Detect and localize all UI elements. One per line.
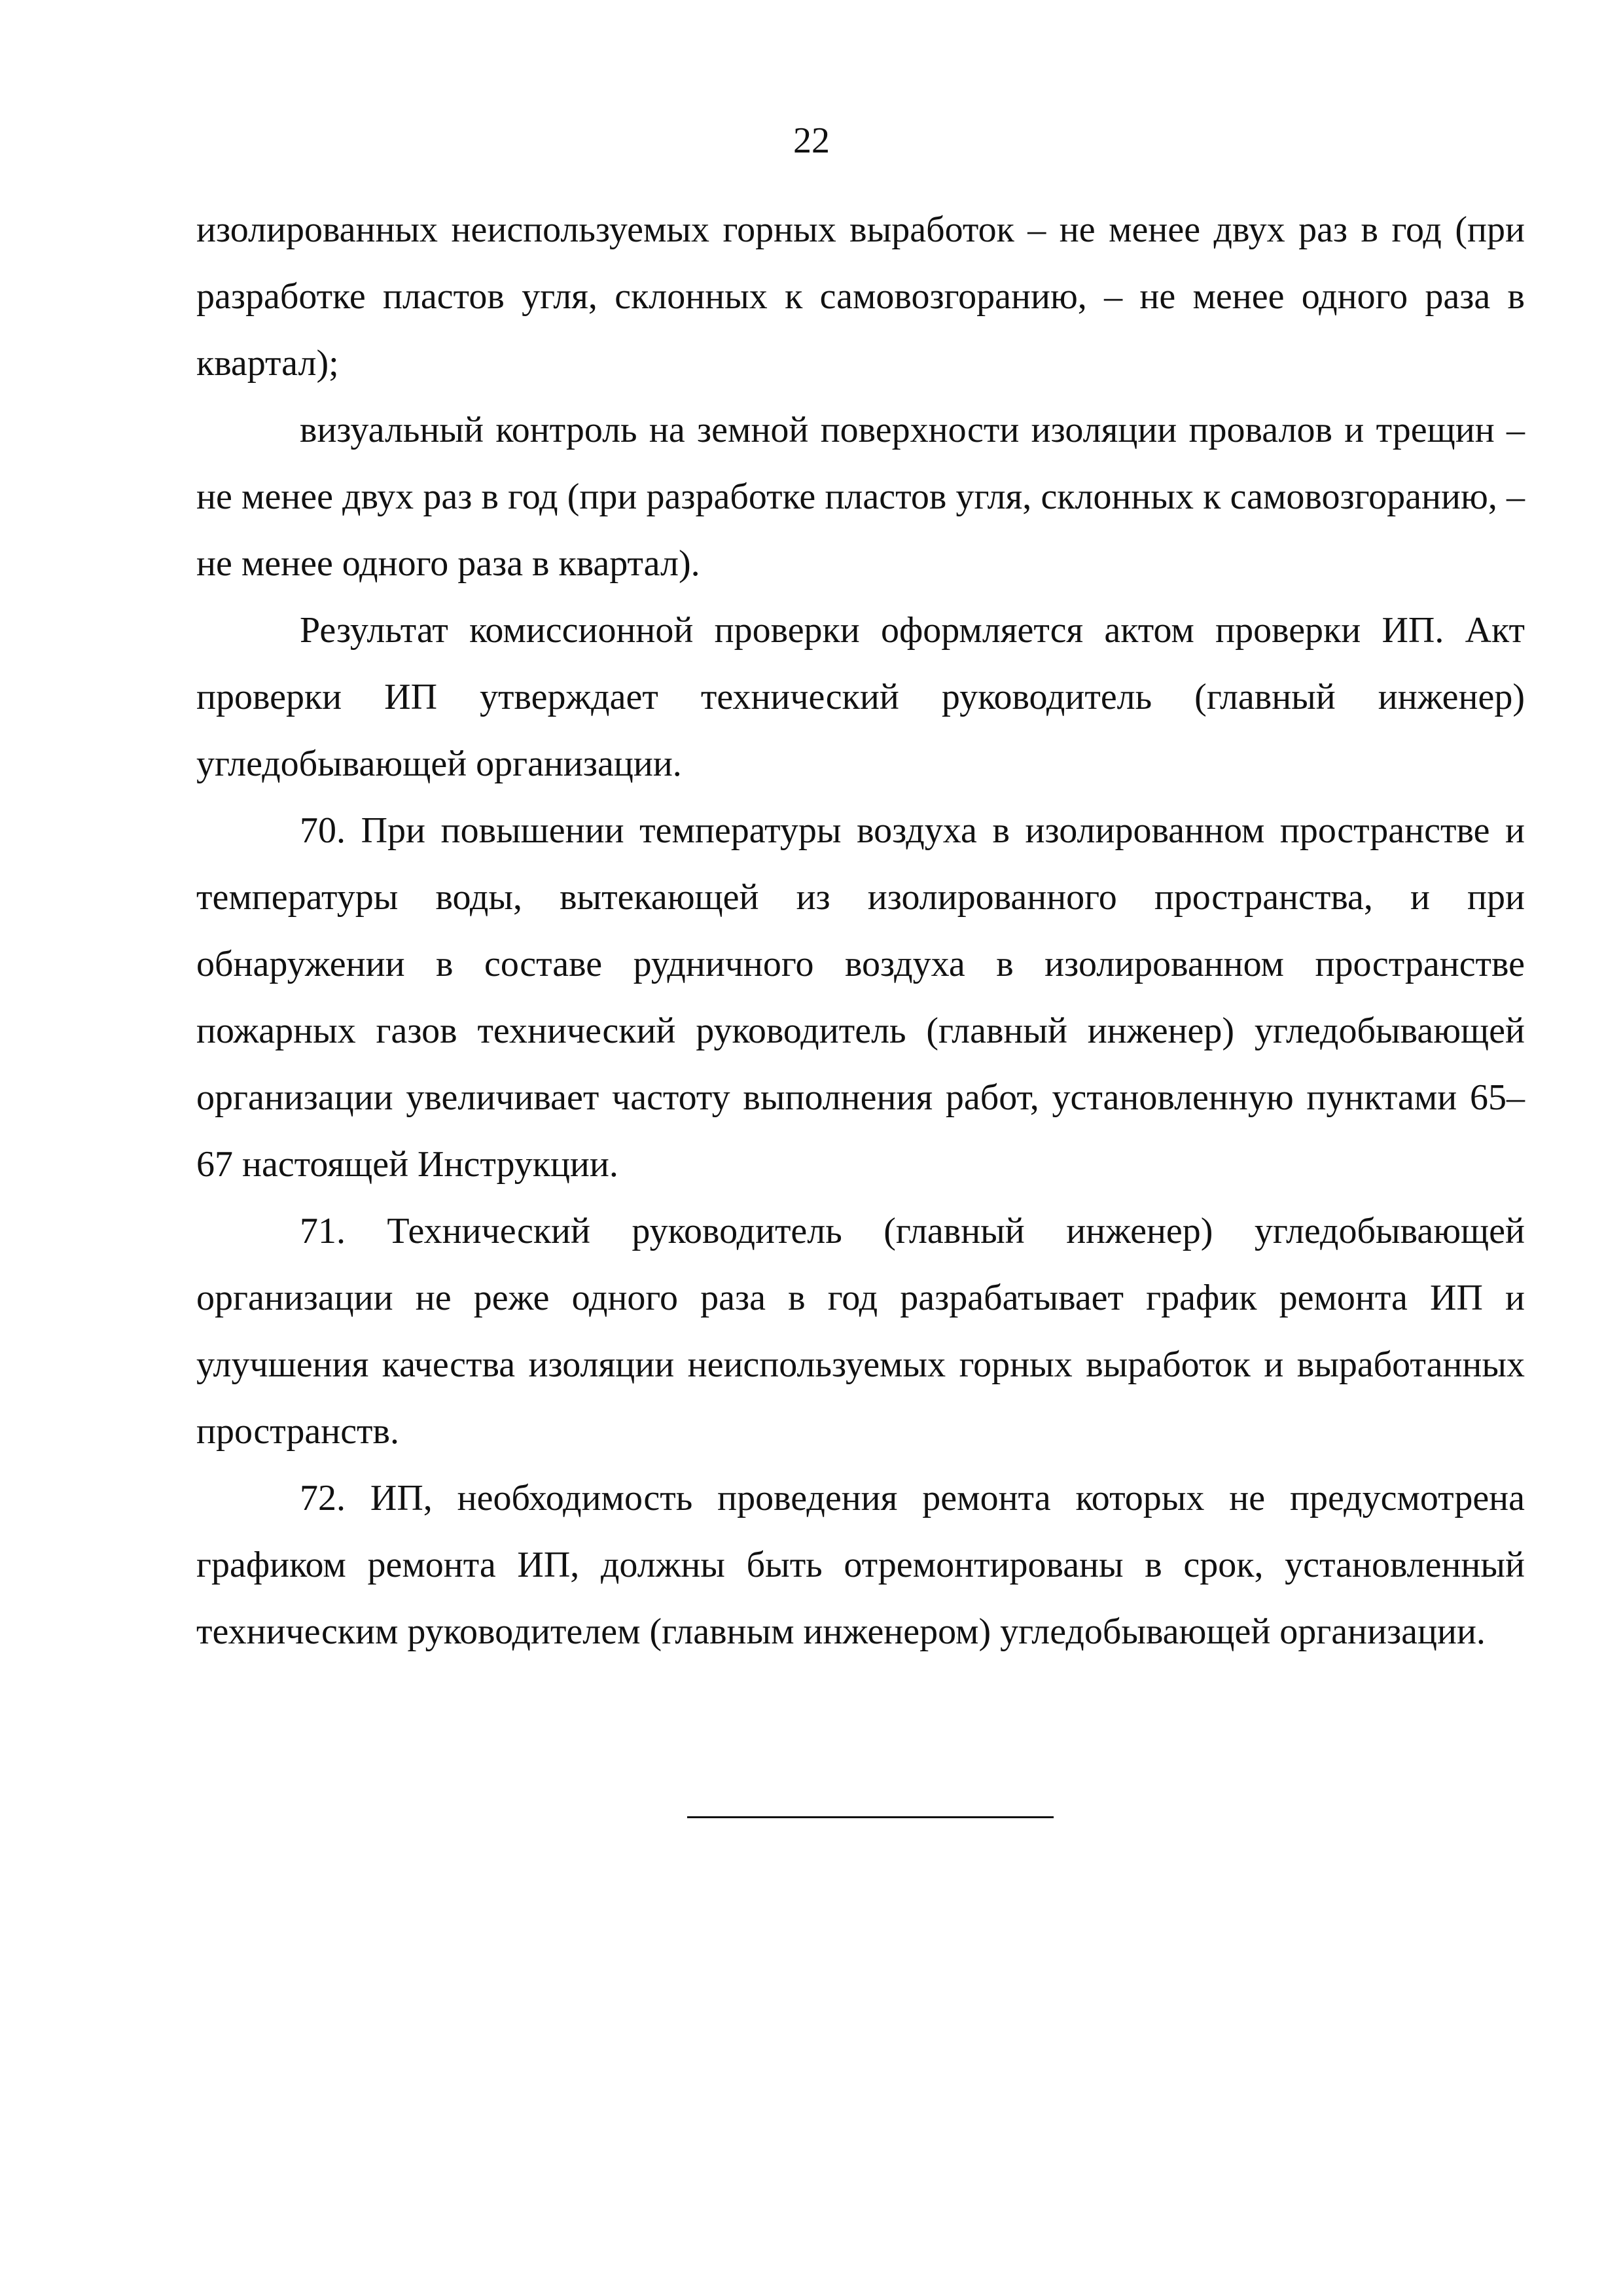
paragraph-continuation: изолированных неиспользуемых горных выработок – не менее двух раз в год (при разработке пластов угля, склонных к самовозгоранию, – не менее одного раза в квартал); — [196, 209, 1525, 384]
paragraph-item-70: 70. При повышении температуры воздуха в изолированном пространстве и температуры воды, вытекающей из изолированного пространства, и при обнаружении в составе рудничного воздуха в изолированном пространстве пожарных газов технический руководитель (главный инженер) угледобывающей организации увеличивает частоту выполнения работ, установленную пунктами 65–67 настоящей Инструкции. — [196, 810, 1525, 1185]
page-number: 22 — [793, 120, 830, 161]
document-body — [196, 196, 1525, 1665]
paragraph-visual-control: визуальный контроль на земной поверхности изоляции провалов и трещин – не менее двух раз в год (при разработке пластов угля, склонных к самовозгоранию, – не менее одного раза в квартал). — [196, 410, 1525, 584]
end-divider-line — [687, 1816, 1054, 1818]
paragraph-inspection-result: Результат комиссионной проверки оформляется актом проверки ИП. Акт проверки ИП утверждает технический руководитель (главный инженер) угледобывающей организации. — [196, 610, 1525, 784]
paragraph-item-71: 71. Технический руководитель (главный инженер) угледобывающей организации не реже одного раза в год разрабатывает график ремонта ИП и улучшения качества изоляции неиспользуемых горных выработок и выработанных пространств. — [196, 1211, 1525, 1452]
paragraph-item-72: 72. ИП, необходимость проведения ремонта которых не предусмотрена графиком ремонта ИП, должны быть отремонтированы в срок, установленный техническим руководителем (главным инженером) угледобывающей организации. — [196, 1478, 1525, 1652]
